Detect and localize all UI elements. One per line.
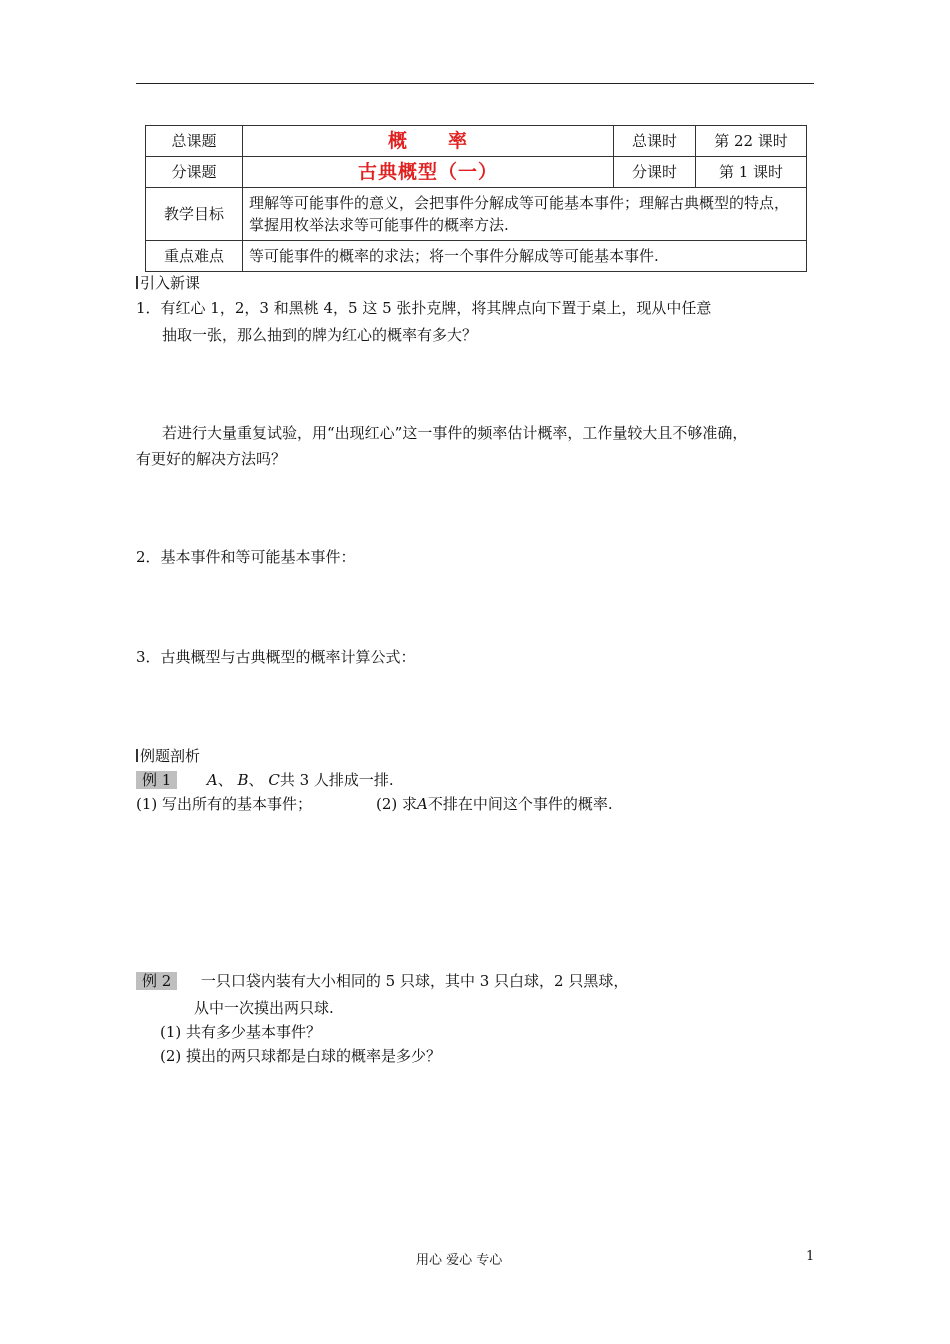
goals-label: 教学目标 xyxy=(146,188,243,241)
example-1-sub-2: (2) 求A不排在中间这个事件的概率. xyxy=(376,795,613,813)
variable-a: A xyxy=(206,771,218,789)
question-2: 2．基本事件和等可能基本事件： xyxy=(136,548,356,566)
topic-title: 概 率 xyxy=(243,126,614,157)
sub-hours-value: 第 1 课时 xyxy=(696,157,807,188)
subtopic-label: 分课题 xyxy=(146,157,243,188)
topic-label: 总课题 xyxy=(146,126,243,157)
page-number: 1 xyxy=(806,1249,815,1264)
variable-a: A xyxy=(417,795,428,813)
question-1-line-1: 1．有红心 1，2，3 和黑桃 4，5 这 5 张扑克牌，将其牌点向下置于桌上，现从中任意 xyxy=(136,299,712,317)
top-rule xyxy=(136,83,814,84)
example-2-sub-2: (2) 摸出的两只球都是白球的概率是多少？ xyxy=(160,1047,442,1065)
key-points-label: 重点难点 xyxy=(146,241,243,272)
section-marker-icon xyxy=(136,276,138,289)
lesson-header-table xyxy=(145,125,807,272)
example-2-line-2: 从中一次摸出两只球. xyxy=(194,999,334,1017)
footer-motto: 用心 爱心 专心 xyxy=(416,1253,503,1268)
table-row xyxy=(146,241,807,272)
question-1-line-2: 抽取一张，那么抽到的牌为红心的概率有多大？ xyxy=(162,326,478,344)
example-2-tag: 例 2 xyxy=(136,972,177,990)
variable-c: C xyxy=(268,771,280,789)
subtopic-title: 古典概型（一） xyxy=(243,157,614,188)
sub-hours-label: 分课时 xyxy=(614,157,696,188)
table-row xyxy=(146,126,807,157)
variable-b: B xyxy=(237,771,249,789)
section-heading-examples: 例题剖析 xyxy=(136,745,200,767)
example-1-tag: 例 1 xyxy=(136,771,177,789)
section-marker-icon xyxy=(136,749,138,762)
example-1-sub-1: (1) 写出所有的基本事件； xyxy=(136,795,313,813)
question-1b-line-1: 若进行大量重复试验，用“出现红心”这一事件的频率估计概率，工作量较大且不够准确， xyxy=(162,424,748,442)
goals-text: 理解等可能事件的意义，会把事件分解成等可能基本事件；理解古典概型的特点，掌握用枚举法求等可能事件的概率方法. xyxy=(243,188,807,241)
example-2-line: 例 2 一只口袋内装有大小相同的 5 只球，其中 3 只白球，2 只黑球， xyxy=(136,970,628,992)
question-1b-line-2: 有更好的解决方法吗？ xyxy=(136,450,287,468)
table-row xyxy=(146,188,807,241)
example-1-line: 例 1 A、 B、 C共 3 人排成一排. xyxy=(136,769,394,791)
key-points-text: 等可能事件的概率的求法；将一个事件分解成等可能基本事件. xyxy=(243,241,807,272)
total-hours-value: 第 22 课时 xyxy=(696,126,807,157)
table-row xyxy=(146,157,807,188)
example-2-sub-1: (1) 共有多少基本事件？ xyxy=(160,1023,322,1041)
question-3: 3．古典概型与古典概型的概率计算公式： xyxy=(136,648,416,666)
total-hours-label: 总课时 xyxy=(614,126,696,157)
section-heading-intro: 引入新课 xyxy=(136,272,200,294)
